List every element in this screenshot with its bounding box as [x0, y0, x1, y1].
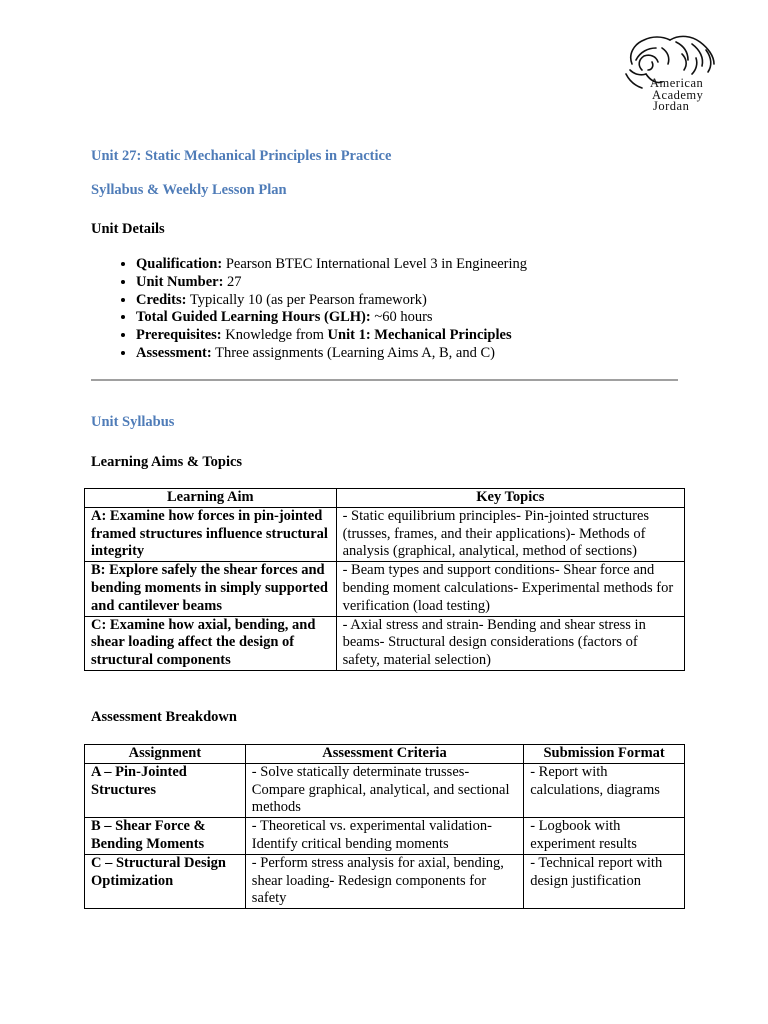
list-item: • Total Guided Learning Hours (GLH): ~60 hours — [136, 309, 527, 327]
column-header: Assessment Criteria — [245, 745, 523, 764]
table-row — [85, 763, 685, 817]
learning-aims-table — [84, 488, 685, 671]
list-item: • Assessment: Three assignments (Learning Aims A, B, and C) — [136, 345, 527, 363]
table-cell: C: Examine how axial, bending, and shear loading affect the design of structural components — [85, 616, 337, 670]
assessment-heading: Assessment Breakdown — [91, 709, 237, 725]
assessment-table — [84, 744, 685, 909]
logo-line-2: Academy — [652, 87, 704, 102]
table-cell: - Technical report with design justification — [524, 854, 685, 908]
table-row — [85, 854, 685, 908]
list-item: • Credits: Typically 10 (as per Pearson framework) — [136, 292, 527, 310]
table-cell: - Static equilibrium principles- Pin-jointed structures (trusses, frames, and their applications)- Methods of analysis (graphical, analytical, method of sections) — [336, 507, 684, 561]
unit-details-list — [91, 256, 527, 363]
learning-aims-heading: Learning Aims & Topics — [91, 454, 243, 470]
logo-line-1: American — [650, 76, 704, 90]
table-header-row — [85, 489, 685, 508]
table-cell: - Logbook with experiment results — [524, 818, 685, 855]
unit-details-heading: Unit Details — [91, 221, 165, 237]
table-cell: - Perform stress analysis for axial, bending, shear loading- Redesign components for safety — [245, 854, 523, 908]
logo-line-3: Jordan — [653, 99, 690, 113]
column-header: Submission Format — [524, 745, 685, 764]
table-row — [85, 562, 685, 616]
section-divider — [91, 379, 678, 381]
column-header: Key Topics — [336, 489, 684, 508]
table-row — [85, 616, 685, 670]
table-cell: - Solve statically determinate trusses- Compare graphical, analytical, and sectional methods — [245, 763, 523, 817]
table-cell: A – Pin-Jointed Structures — [85, 763, 246, 817]
table-cell: B – Shear Force & Bending Moments — [85, 818, 246, 855]
column-header: Learning Aim — [85, 489, 337, 508]
table-cell: C – Structural Design Optimization — [85, 854, 246, 908]
table-cell: - Beam types and support conditions- Shear force and bending moment calculations- Experimental methods for verification (load testing) — [336, 562, 684, 616]
table-cell: B: Explore safely the shear forces and bending moments in simply supported and cantilever beams — [85, 562, 337, 616]
table-cell: A: Examine how forces in pin-jointed framed structures influence structural integrity — [85, 507, 337, 561]
table-header-row — [85, 745, 685, 764]
column-header: Assignment — [85, 745, 246, 764]
list-item: • Qualification: Pearson BTEC International Level 3 in Engineering — [136, 256, 527, 274]
table-cell: - Axial stress and strain- Bending and shear stress in beams- Structural design considerations (factors of safety, material selection) — [336, 616, 684, 670]
unit-syllabus-heading: Unit Syllabus — [91, 414, 175, 430]
document-subtitle: Syllabus & Weekly Lesson Plan — [91, 182, 287, 198]
list-item: • Prerequisites: Knowledge from Unit 1: Mechanical Principles — [136, 327, 527, 345]
table-cell: - Report with calculations, diagrams — [524, 763, 685, 817]
list-item: • Unit Number: 27 — [136, 274, 527, 292]
document-title: Unit 27: Static Mechanical Principles in Practice — [91, 148, 392, 164]
table-cell: - Theoretical vs. experimental validation- Identify critical bending moments — [245, 818, 523, 855]
logo-wordmark — [650, 78, 703, 113]
table-row — [85, 507, 685, 561]
school-logo — [622, 30, 732, 118]
table-row — [85, 818, 685, 855]
